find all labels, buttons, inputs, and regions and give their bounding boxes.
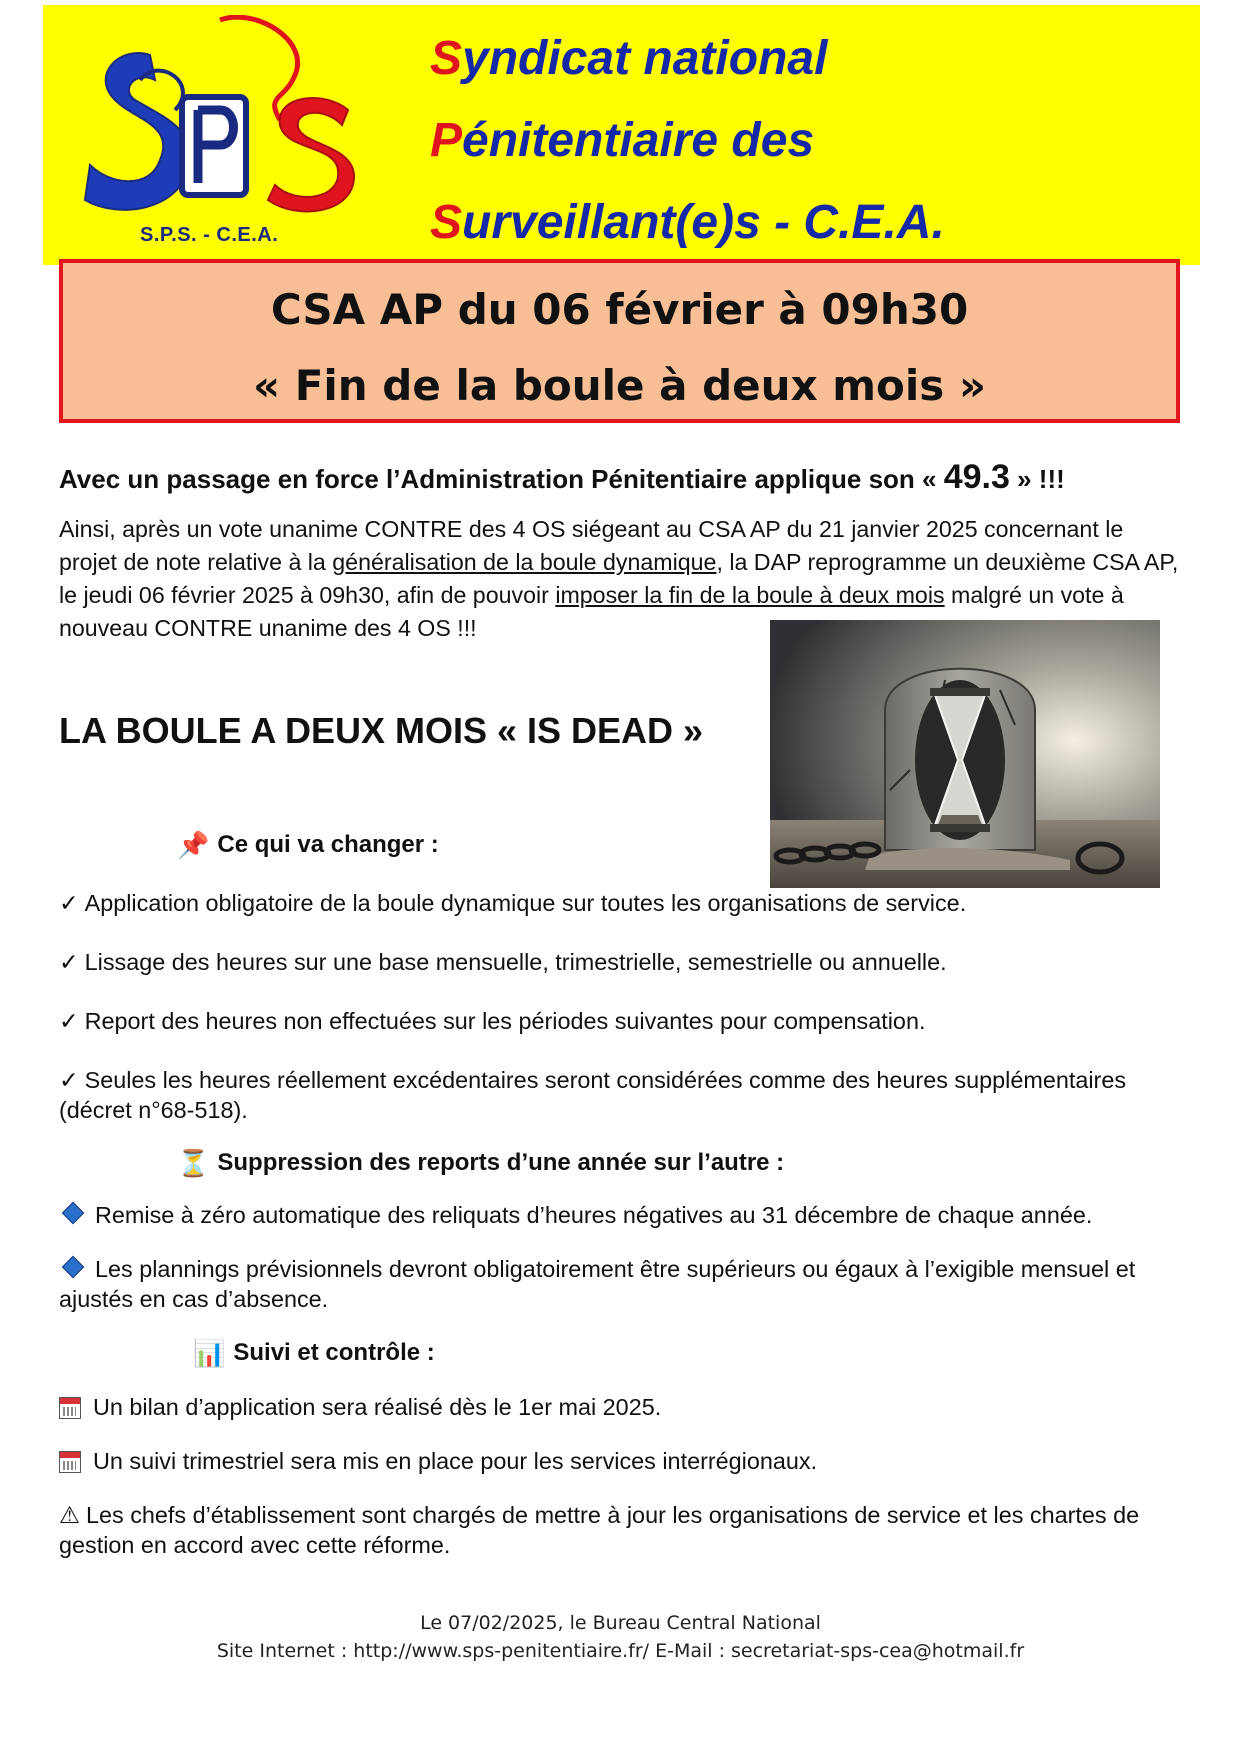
- list-item: Remise à zéro automatique des reliquats d’heures négatives au 31 décembre de chaque année.: [59, 1200, 1179, 1230]
- org-name-line-1: Syndicat national: [430, 32, 828, 85]
- logo-caption: S.P.S. - C.E.A.: [140, 224, 279, 246]
- list-item: ✓ Lissage des heures sur une base mensuelle, trimestrielle, semestrielle ou annuelle.: [59, 949, 947, 975]
- checkmark-icon: ✓: [59, 890, 79, 916]
- list-item: Un bilan d’application sera réalisé dès le 1er mai 2025.: [59, 1392, 1179, 1422]
- section-changes-heading: 📌 Ce qui va changer :: [177, 830, 439, 860]
- intro-paragraph: Ainsi, après un vote unanime CONTRE des 4 OS siégeant au CSA AP du 21 janvier 2025 concernant le projet de note relative à la généralisation de la boule dynamique, la DAP reprogramme un deuxième CSA AP, le jeudi 06 février 2025 à 09h30, afin de pouvoir imposer la fin de la boule à deux mois malgré un vote à nouveau CONTRE unanime des 4 OS !!!: [59, 516, 1179, 641]
- dead-heading: LA BOULE A DEUX MOIS « IS DEAD »: [59, 710, 704, 751]
- org-name-line-3: Surveillant(e)s - C.E.A.: [430, 196, 945, 249]
- checkmark-icon: ✓: [59, 1008, 79, 1034]
- footer-date-line: Le 07/02/2025, le Bureau Central National: [420, 1612, 821, 1634]
- underlined-generalisation: généralisation de la boule dynamique: [332, 549, 717, 575]
- sps-logo: [80, 15, 360, 235]
- list-item: ✓ Application obligatoire de la boule dynamique sur toutes les organisations de service.: [59, 890, 967, 916]
- pushpin-icon: 📌: [177, 830, 210, 860]
- org-name: [430, 18, 1170, 264]
- underlined-imposer: imposer la fin de la boule à deux mois: [555, 582, 945, 608]
- title-line-1: CSA AP du 06 février à 09h30: [270, 285, 969, 334]
- calendar-icon: [59, 1397, 81, 1419]
- title-line-2: « Fin de la boule à deux mois »: [252, 361, 987, 410]
- blue-diamond-icon: [62, 1202, 85, 1225]
- calendar-icon: [59, 1451, 81, 1473]
- org-name-line-2: Pénitentiaire des: [430, 114, 815, 167]
- list-item: Un suivi trimestriel sera mis en place pour les services interrégionaux.: [59, 1446, 1179, 1476]
- title-box: [59, 259, 1180, 423]
- section-suivi-heading: 📊 Suivi et contrôle :: [193, 1338, 435, 1368]
- section-suppression-heading: ⏳ Suppression des reports d’une année sur l’autre :: [177, 1148, 785, 1178]
- warning-note: ⚠ Les chefs d’établissement sont chargés de mettre à jour les organisations de service et les chartes de gestion en accord avec cette réforme.: [59, 1502, 1140, 1558]
- list-item: ✓ Report des heures non effectuées sur les périodes suivantes pour compensation.: [59, 1008, 926, 1034]
- tombstone-hourglass-image: [770, 620, 1160, 888]
- bar-chart-icon: 📊: [193, 1338, 226, 1368]
- blue-diamond-icon: [62, 1256, 85, 1279]
- intro-heading: Avec un passage en force l’Administration Pénitentiaire applique son « 49.3 » !!!: [59, 458, 1065, 496]
- intro-heading-number: 49.3: [943, 458, 1010, 496]
- hourglass-icon: ⏳: [177, 1148, 210, 1178]
- footer-contact-line: Site Internet : http://www.sps-penitentiaire.fr/ E-Mail : secretariat-sps-cea@hotmail.fr: [216, 1640, 1025, 1662]
- checkmark-icon: ✓: [59, 1067, 79, 1093]
- warning-icon: ⚠: [59, 1502, 80, 1528]
- checkmark-icon: ✓: [59, 949, 79, 975]
- list-item: Les plannings prévisionnels devront obligatoirement être supérieurs ou égaux à l’exigible mensuel et ajustés en cas d’absence.: [59, 1256, 1136, 1312]
- list-item: ✓ Seules les heures réellement excédentaires seront considérées comme des heures supplémentaires (décret n°68-518).: [59, 1067, 1127, 1123]
